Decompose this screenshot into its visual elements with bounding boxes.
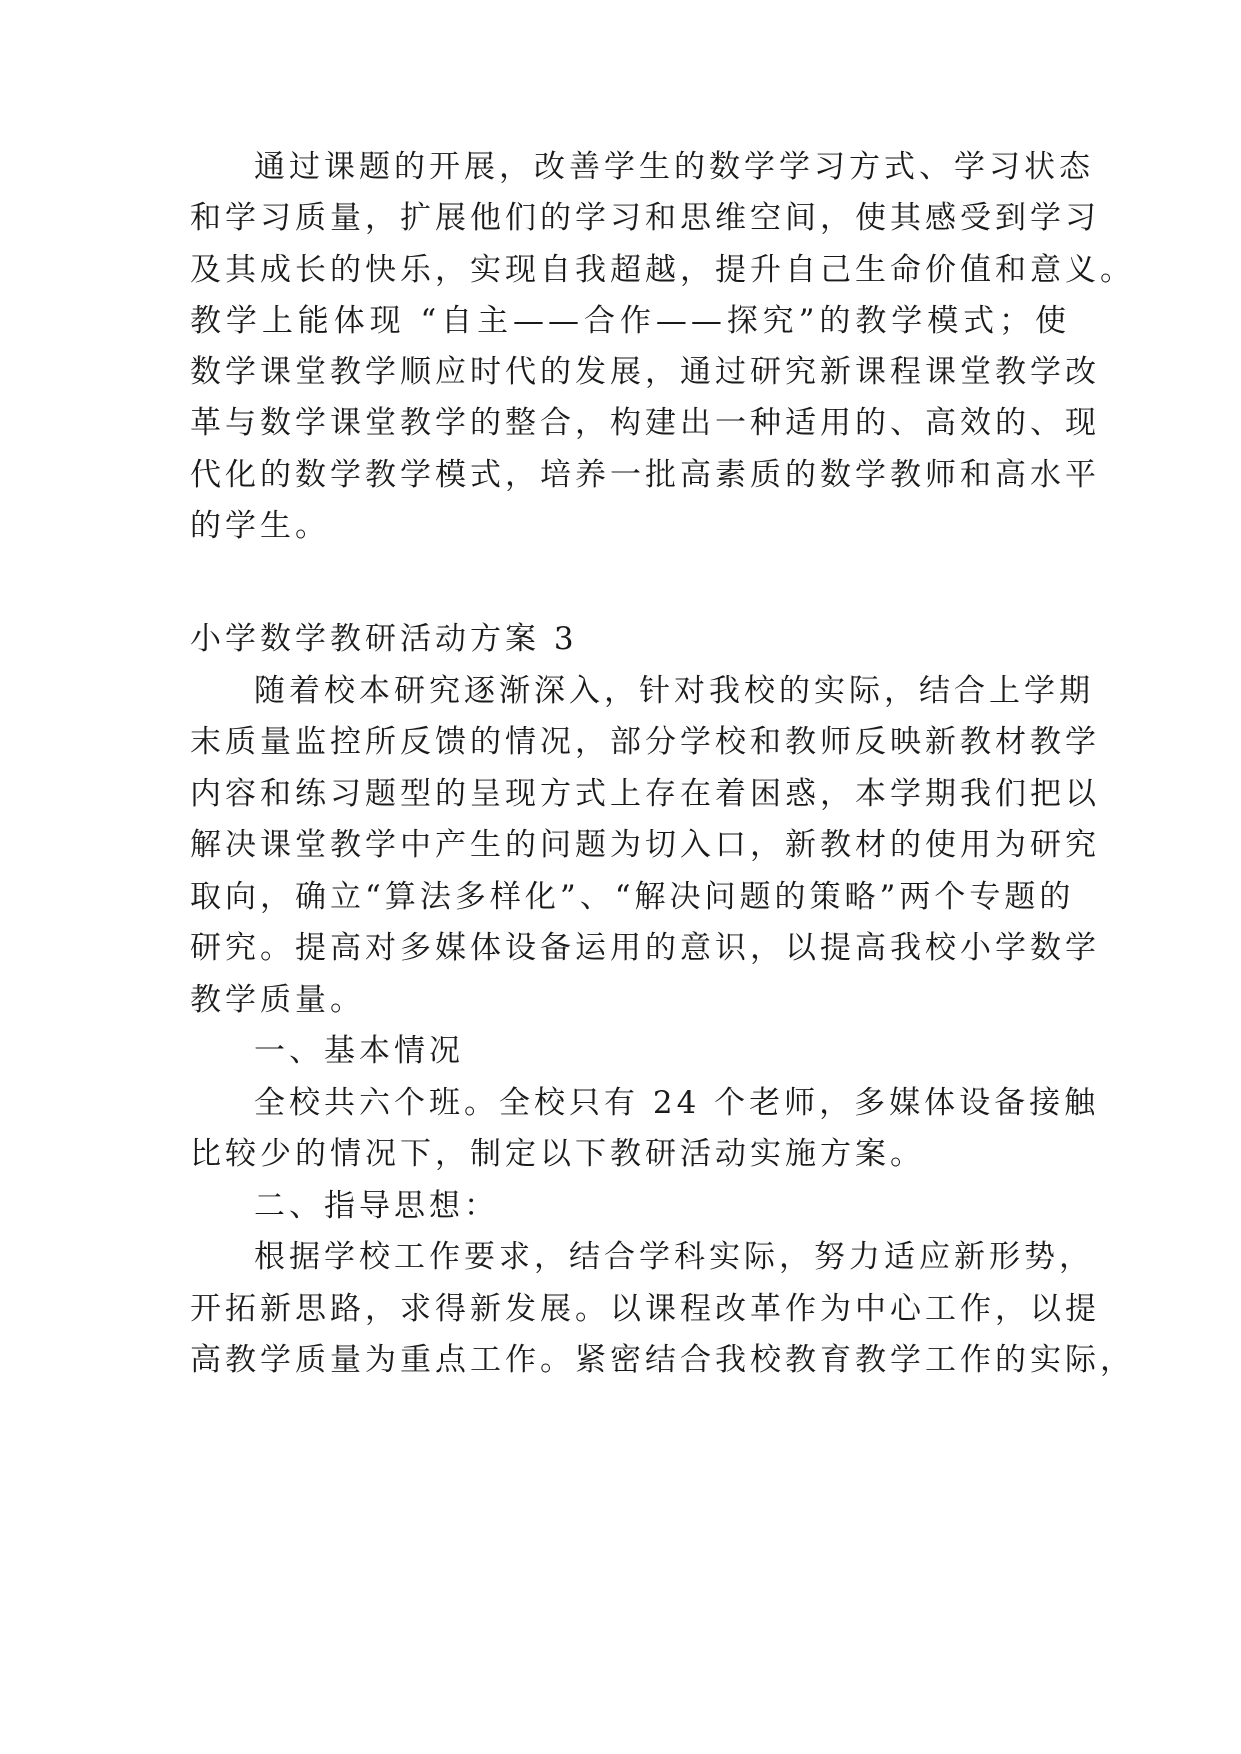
paragraph-line: 及其成长的快乐，实现自我超越，提升自己生命价值和意义。 bbox=[190, 252, 1135, 288]
paragraph-line: 高教学质量为重点工作。紧密结合我校教育教学工作的实际， bbox=[190, 1342, 1135, 1378]
paragraph-line: 开拓新思路，求得新发展。以课程改革作为中心工作，以提 bbox=[190, 1291, 1100, 1327]
section-heading: 二、指导思想： bbox=[254, 1188, 499, 1224]
paragraph-line: 通过课题的开展，改善学生的数学学习方式、学习状态 bbox=[254, 149, 1094, 185]
paragraph-line: 全校共六个班。全校只有 24 个老师，多媒体设备接触 bbox=[254, 1085, 1100, 1121]
paragraph-line: 教学质量。 bbox=[190, 982, 365, 1018]
paragraph-line: 教学上能体现 “自主——合作——探究”的教学模式；使 bbox=[190, 303, 1070, 339]
paragraph-line: 随着校本研究逐渐深入，针对我校的实际，结合上学期 bbox=[254, 673, 1094, 709]
paragraph-line: 根据学校工作要求，结合学科实际，努力适应新形势， bbox=[254, 1239, 1094, 1275]
paragraph-line: 的学生。 bbox=[190, 508, 330, 544]
paragraph-line: 和学习质量，扩展他们的学习和思维空间，使其感受到学习 bbox=[190, 200, 1100, 236]
section-heading: 一、基本情况 bbox=[254, 1033, 464, 1069]
paragraph-line: 代化的数学教学模式，培养一批高素质的数学教师和高水平 bbox=[190, 457, 1100, 493]
paragraph-line: 末质量监控所反馈的情况，部分学校和教师反映新教材教学 bbox=[190, 724, 1100, 760]
paragraph-line: 取向，确立“算法多样化”、“解决问题的策略”两个专题的 bbox=[190, 879, 1075, 915]
paragraph-line: 研究。提高对多媒体设备运用的意识，以提高我校小学数学 bbox=[190, 930, 1100, 966]
paragraph-line: 数学课堂教学顺应时代的发展，通过研究新课程课堂教学改 bbox=[190, 354, 1100, 390]
paragraph-line: 内容和练习题型的呈现方式上存在着困惑，本学期我们把以 bbox=[190, 776, 1100, 812]
paragraph-line: 解决课堂教学中产生的问题为切入口，新教材的使用为研究 bbox=[190, 827, 1100, 863]
paragraph-line: 比较少的情况下，制定以下教研活动实施方案。 bbox=[190, 1136, 925, 1172]
paragraph-line: 革与数学课堂教学的整合，构建出一种适用的、高效的、现 bbox=[190, 405, 1100, 441]
section-title: 小学数学教研活动方案 3 bbox=[190, 621, 578, 657]
